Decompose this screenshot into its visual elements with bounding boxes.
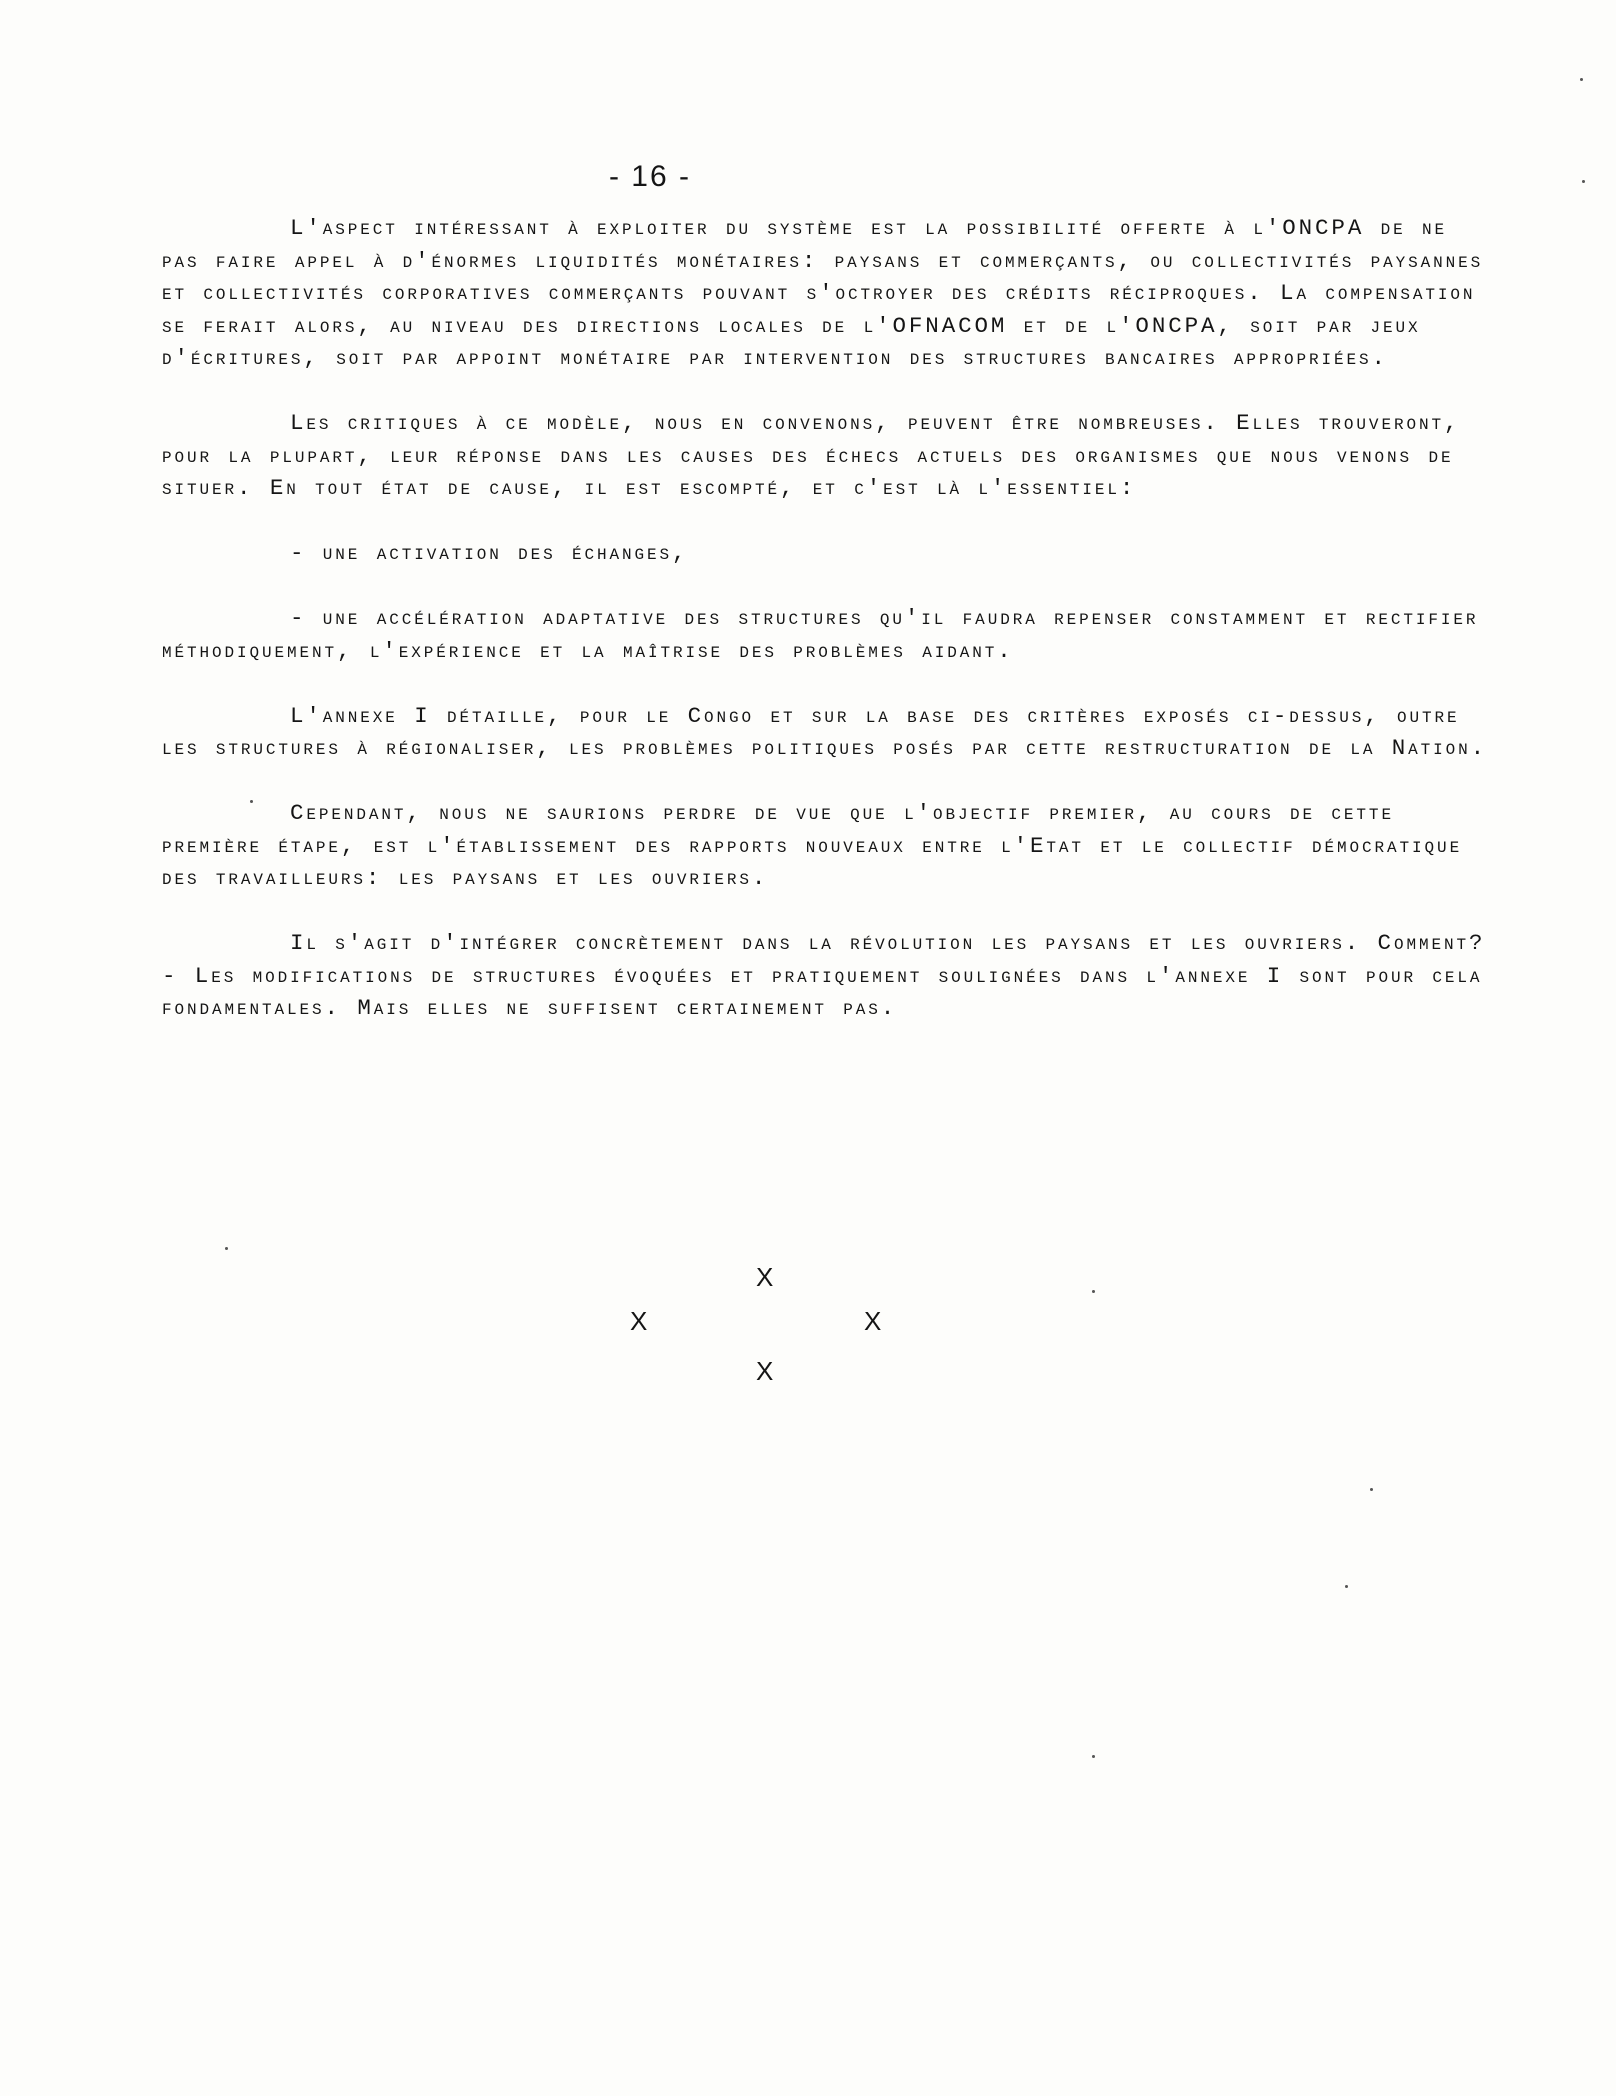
bullet-activation: - une activation des échanges, [290, 540, 689, 566]
scan-speck [225, 1247, 228, 1250]
document-body [162, 212, 1492, 1057]
scan-speck [1582, 180, 1585, 183]
paragraph-objective: Cependant, nous ne saurions perdre de vue que l'objectif premier, au cours de cette première étape, est l'établissement des rapports nouveaux entre l'Etat et le collectif démocratique des travailleurs: les paysans et les ouvriers. [162, 800, 1463, 891]
paragraph-annex: L'annexe I détaille, pour le Congo et sur la base des critères exposés ci-dessus, outre les structures à régionaliser, les problèmes politiques posés par cette restructuration de la Nation. [162, 702, 1488, 761]
separator-x-bottom: X [756, 1356, 774, 1386]
separator-x-right: X [864, 1306, 882, 1336]
paragraph-criticism: Les critiques à ce modèle, nous en convenons, peuvent être nombreuses. Elles trouveront, pour la plupart, leur réponse dans les causes des échecs actuels des organismes que nous venons de situer. En tout état de cause, il est escompté, et c'est là l'essentiel: [162, 410, 1461, 501]
bullet-acceleration: - une accélération adaptative des structures qu'il faudra repenser constamment et rectifier méthodiquement, l'expérience et la maîtrise des problèmes aidant. [162, 605, 1479, 664]
page-number: - 16 - [608, 160, 692, 193]
scan-speck [1580, 78, 1583, 81]
scan-speck [1092, 1755, 1095, 1758]
scan-speck [1370, 1488, 1373, 1491]
scan-speck [1092, 1290, 1095, 1293]
scan-speck [1345, 1585, 1348, 1588]
separator-x-left: X [630, 1306, 648, 1336]
scan-speck [250, 800, 253, 803]
separator-x-top: X [756, 1262, 774, 1292]
paragraph-integration: Il s'agit d'intégrer concrètement dans la révolution les paysans et les ouvriers. Comment? - Les modifications de structures évoquées et pratiquement soulignées dans l'annexe I sont pour cela fondamentales. Mais elles ne suffisent certainement pas. [162, 930, 1486, 1021]
paragraph-oncpa-system: L'aspect intéressant à exploiter du système est la possibilité offerte à l'ONCPA de ne pas faire appel à d'énormes liquidités monétaires: paysans et commerçants, ou collectivités paysannes et collectivités corporatives commerçants pouvant s'octroyer des crédits réciproques. La compensation se ferait alors, au niveau des directions locales de l'OFNACOM et de l'ONCPA, soit par jeux d'écritures, soit par appoint monétaire par intervention des structures bancaires appropriées. [162, 215, 1484, 371]
